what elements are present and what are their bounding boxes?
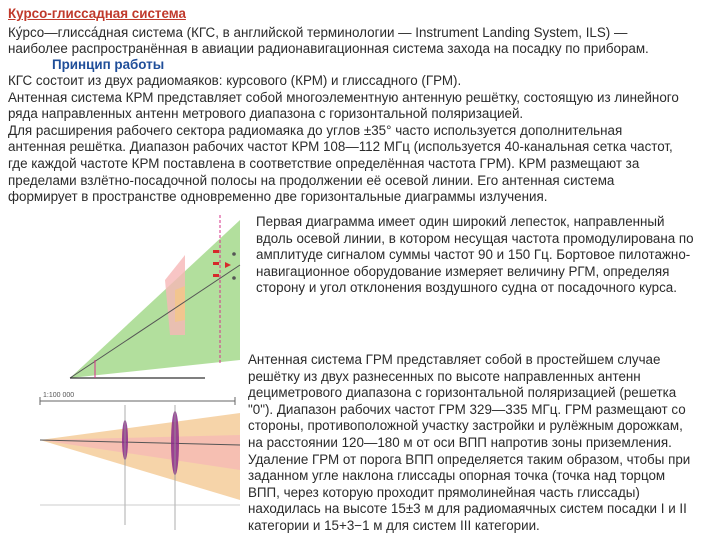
krm-marker bbox=[213, 262, 219, 265]
krm-text-line: навигационное оборудование измеряет величину РГМ, определяя bbox=[256, 263, 670, 279]
grm-text-line: ВПП, через которую проходит прямолинейная часть глиссады) bbox=[248, 484, 640, 500]
grm-text-line: решётку из двух разнесенных по высоте направленных антенн bbox=[248, 368, 641, 384]
krm-marker bbox=[213, 250, 219, 253]
principle-heading: Принцип работы bbox=[52, 57, 165, 72]
body-line: Антенная система КРМ представляет собой многоэлементную антенную решётку, состоящую из линейного bbox=[8, 89, 679, 105]
grm-text-line: стороны, противоположной участку застройки и рулёжным дорожкам, bbox=[248, 418, 683, 434]
grm-text-line: заданном угле наклона глиссады опорная точка (точка над торцом bbox=[248, 468, 666, 484]
krm-marker bbox=[213, 274, 219, 277]
krm-text-line: вдоль осевой линии, в котором несущая частота промодулирована по bbox=[256, 230, 694, 246]
krm-orange-band bbox=[175, 286, 185, 322]
intro-line-1: Ку́рсо—глисса́дная система (КГС, в английской терминологии — Instrument Landing System, ILS) — bbox=[8, 25, 628, 40]
krm-diagram-text bbox=[256, 214, 694, 297]
page-title: Курсо-глиссадная система bbox=[8, 6, 186, 21]
grm-text-line: Антенная система ГРМ представляет собой в простейшем случае bbox=[248, 352, 661, 367]
grm-beam-diagram bbox=[35, 385, 247, 535]
krm-text-line: сторону и угол отклонения воздушного судна от посадочного курса. bbox=[256, 280, 677, 296]
krm-dot bbox=[232, 276, 236, 280]
body-line: Для расширения рабочего сектора радиомаяка до углов ±35° часто используется дополнительная bbox=[8, 122, 623, 138]
grm-text-line: категории и 15+3−1 м для систем III категории. bbox=[248, 517, 540, 533]
grm-text-line: находилась на высоте 15±3 м для радиомаячных систем посадки I и II bbox=[248, 501, 687, 517]
grm-text-line: "0"). Диапазон рабочих частот ГРМ 329—335 МГц. ГРМ размещают со bbox=[248, 401, 686, 417]
body-line: антенная решётка. Диапазон рабочих частот КРМ 108—112 МГц (используется 40-канальная сетка частот, bbox=[8, 139, 673, 155]
body-line: формирует в пространстве одновременно две горизонтальные диаграммы излучения. bbox=[8, 189, 548, 205]
body-line: пределами взлётно-посадочной полосы на продолжении её осевой линии. Его антенная система bbox=[8, 172, 615, 188]
grm-text-line: на расстоянии 120—180 м от оси ВПП напротив зоны приземления. bbox=[248, 434, 672, 450]
body-line: ряда направленных антенн метрового диапазона с горизонтальной поляризацией. bbox=[8, 106, 524, 122]
grm-scale-label: 1:100 000 bbox=[43, 392, 75, 399]
krm-green-beam bbox=[70, 220, 240, 378]
intro-line-2: наиболее распространённая в авиации радионавигационная система захода на посадку по приборам. bbox=[8, 41, 649, 56]
body-text bbox=[8, 73, 679, 206]
krm-dot bbox=[232, 252, 236, 256]
krm-text-line: Первая диаграмма имеет один широкий лепесток, направленный bbox=[256, 214, 665, 229]
grm-text-line: дециметрового диапазона с горизонтальной поляризацией (решетка bbox=[248, 385, 677, 401]
krm-text-line: амплитуде сигналом суммы частот 90 и 150 Гц. Бортовое пилотажно- bbox=[256, 247, 691, 263]
body-line: где каждой частоте КРМ поставлена в соответствие определённая частота ГРМ). КРМ размещают за bbox=[8, 155, 640, 171]
body-line: КГС состоит из двух радиомаяков: курсового (КРМ) и глиссадного (ГРМ). bbox=[8, 73, 462, 88]
krm-beam-diagram bbox=[35, 210, 245, 385]
grm-text bbox=[248, 352, 690, 535]
grm-text-line: Удаление ГРМ от порога ВПП определяется таким образом, чтобы при bbox=[248, 451, 691, 467]
